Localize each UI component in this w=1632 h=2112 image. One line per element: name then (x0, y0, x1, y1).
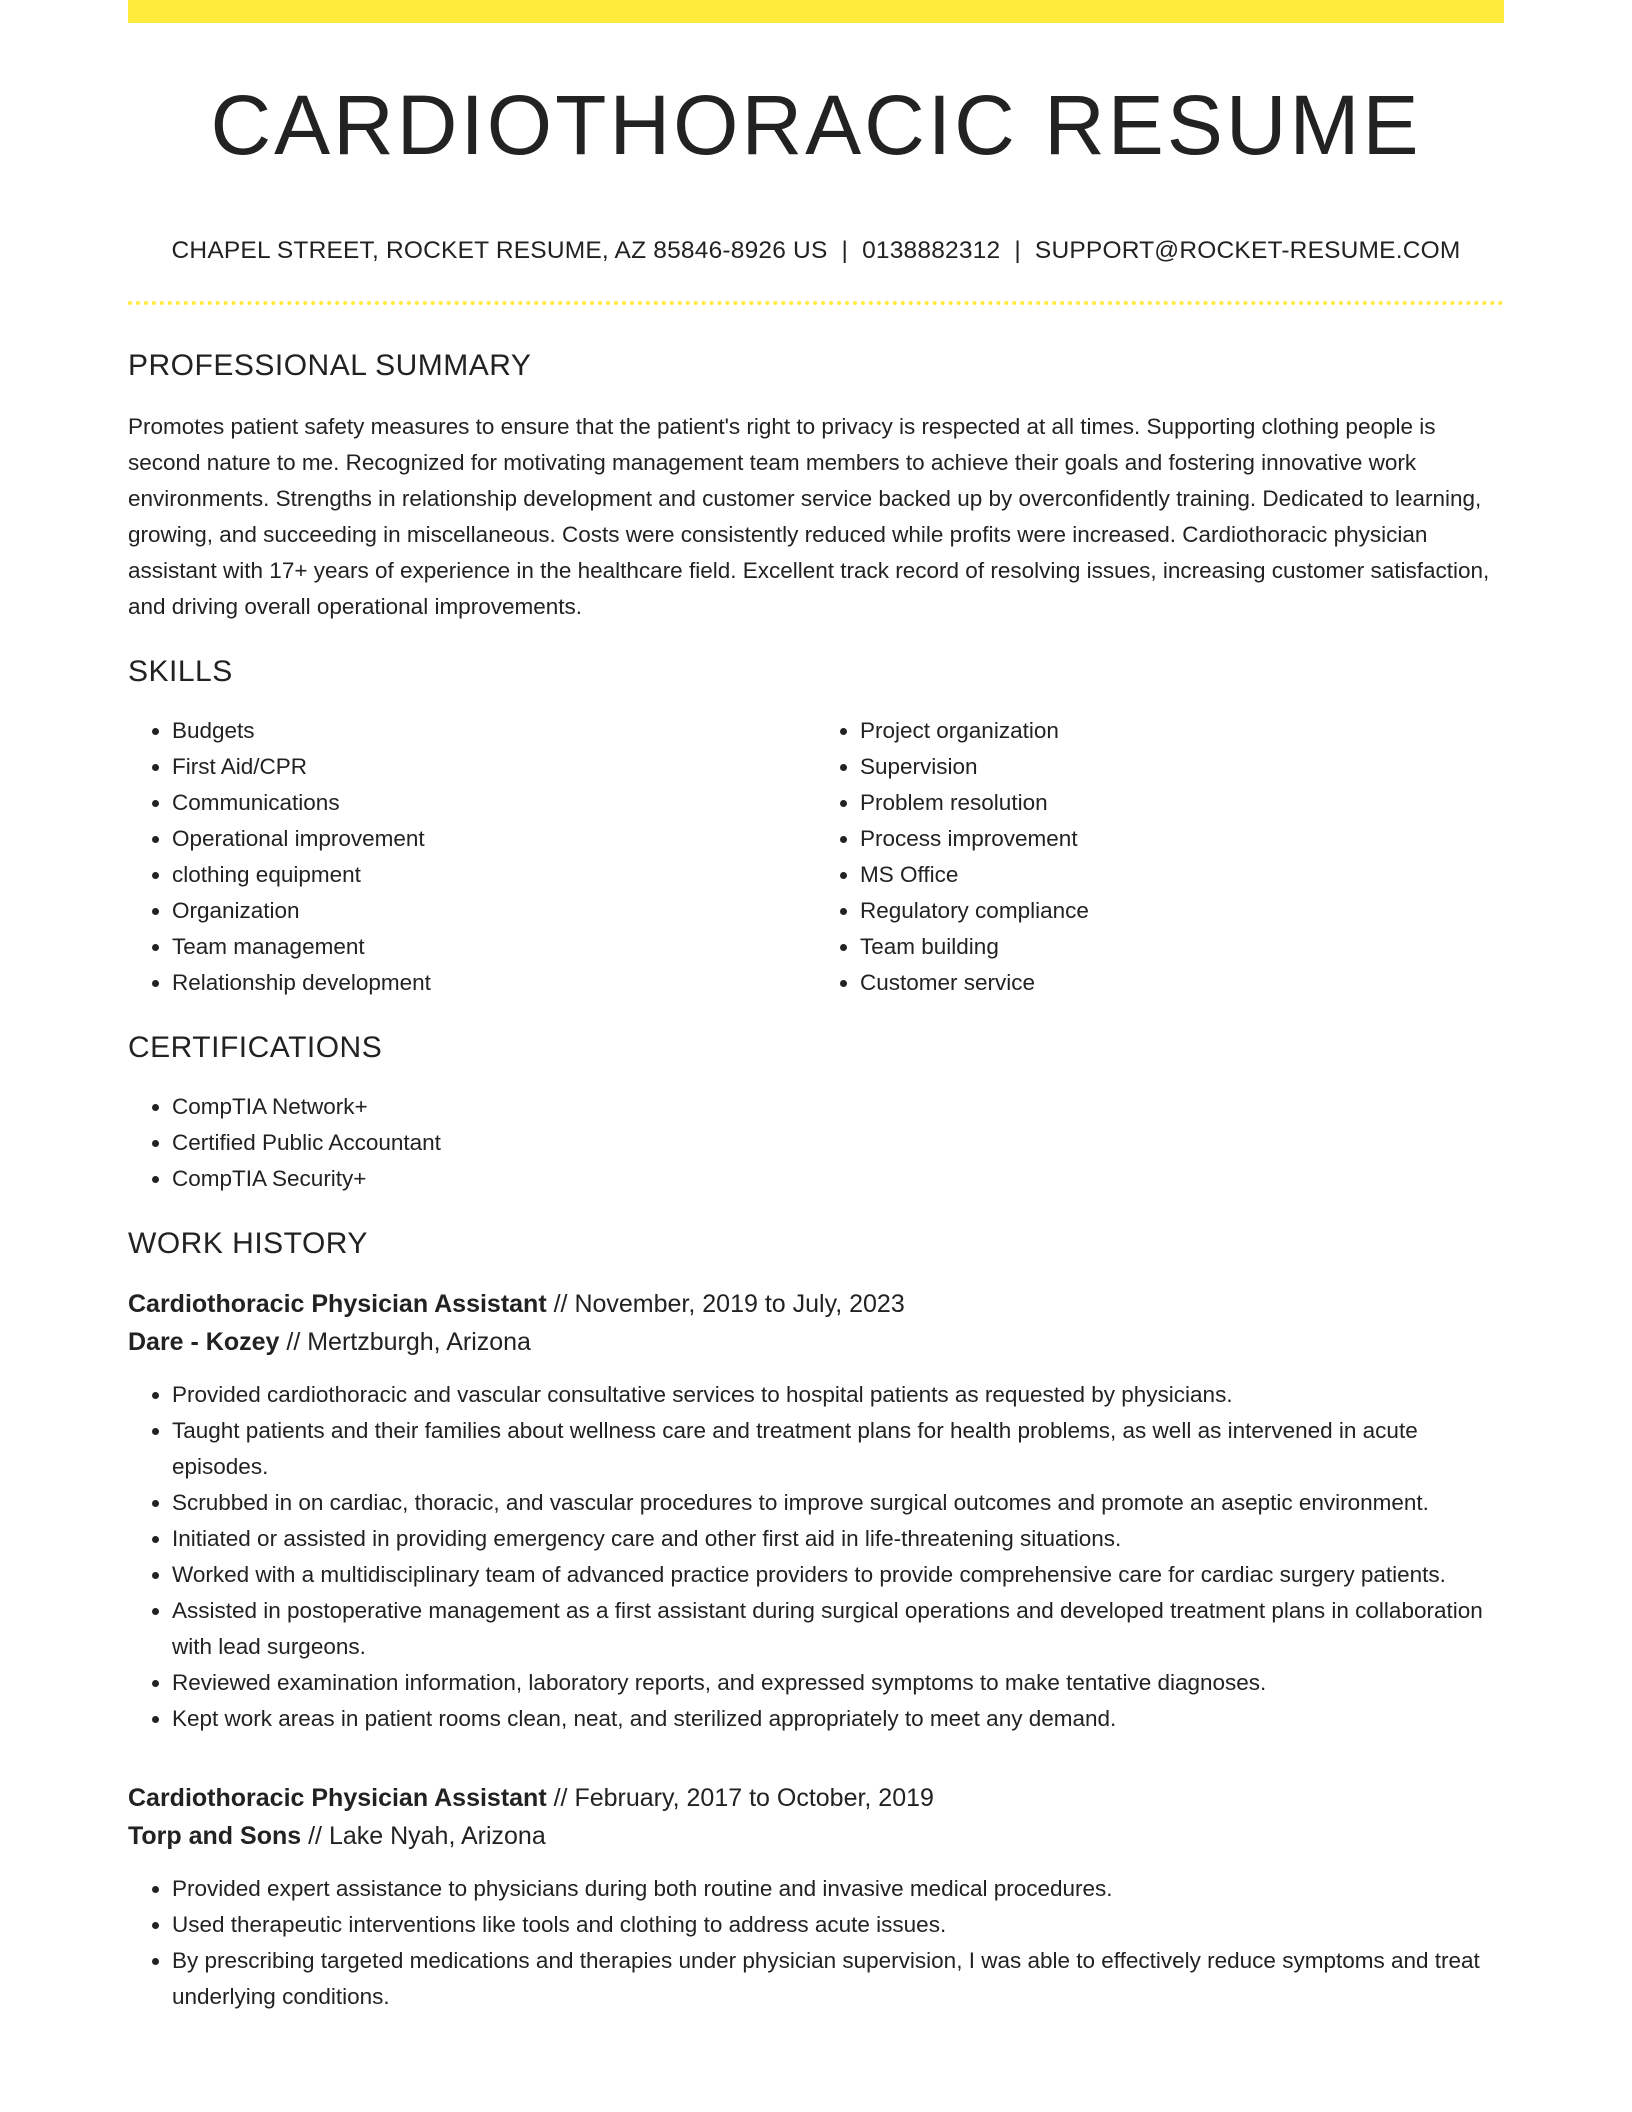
separator: | (841, 237, 849, 264)
skills-left-list (128, 713, 816, 1001)
job-bullet: • Reviewed examination information, laboratory reports, and expressed symptoms to make tentative diagnoses. (172, 1665, 1504, 1701)
job-bullet: • Worked with a multidisciplinary team of advanced practice providers to provide comprehensive care for cardiac surgery patients. (172, 1557, 1504, 1593)
skill-item: • Problem resolution (860, 785, 1504, 821)
job-entry (128, 1285, 1504, 1737)
work-history-section (128, 1227, 1504, 2015)
job-bullet: • Taught patients and their families about wellness care and treatment plans for health problems, as well as intervened in acute episodes. (172, 1413, 1504, 1485)
certifications-list (128, 1089, 1504, 1197)
job-location: // Lake Nyah, Arizona (301, 1822, 546, 1850)
section-heading: WORK HISTORY (128, 1227, 368, 1260)
skill-item: • Operational improvement (172, 821, 816, 857)
job-bullets (128, 1377, 1504, 1737)
job-bullet: • Used therapeutic interventions like tools and clothing to address acute issues. (172, 1907, 1504, 1943)
resume-page (128, 0, 1504, 2015)
job-bullet: • Provided expert assistance to physicians during both routine and invasive medical procedures. (172, 1871, 1504, 1907)
skills-section (128, 655, 1504, 1001)
accent-top-bar (128, 0, 1504, 23)
certification-item: • CompTIA Security+ (172, 1161, 1504, 1197)
section-heading: PROFESSIONAL SUMMARY (128, 349, 532, 382)
job-bullet: • Initiated or assisted in providing emergency care and other first aid in life-threatening situations. (172, 1521, 1504, 1557)
job-bullet: • Assisted in postoperative management as a first assistant during surgical operations and developed treatment plans in collaboration with lead surgeons. (172, 1593, 1504, 1665)
job-bullet: • By prescribing targeted medications and therapies under physician supervision, I was able to effectively reduce symptoms and treat underlying conditions. (172, 1943, 1504, 2015)
skill-item: • First Aid/CPR (172, 749, 816, 785)
skill-item: • Budgets (172, 713, 816, 749)
phone: 0138882312 (862, 237, 1001, 264)
skill-item: • Regulatory compliance (860, 893, 1504, 929)
job-bullet: • Kept work areas in patient rooms clean, neat, and sterilized appropriately to meet any demand. (172, 1701, 1504, 1737)
skill-item: • Project organization (860, 713, 1504, 749)
skill-item: • Customer service (860, 965, 1504, 1001)
skill-item: • MS Office (860, 857, 1504, 893)
email: SUPPORT@ROCKET-RESUME.COM (1034, 237, 1461, 264)
job-bullets (128, 1871, 1504, 2015)
job-dates: // November, 2019 to July, 2023 (546, 1290, 905, 1318)
skills-right-list (816, 713, 1504, 1001)
skill-item: • Relationship development (172, 965, 816, 1001)
job-company: Dare - Kozey (128, 1328, 280, 1356)
job-title: Cardiothoracic Physician Assistant (128, 1784, 547, 1812)
section-heading: CERTIFICATIONS (128, 1031, 383, 1064)
address: CHAPEL STREET, ROCKET RESUME, AZ 85846-8926 US (171, 237, 828, 264)
job-title-line (128, 1779, 1504, 1817)
contact-line (128, 237, 1504, 265)
skill-item: • Team management (172, 929, 816, 965)
job-bullet: • Scrubbed in on cardiac, thoracic, and vascular procedures to improve surgical outcomes and promote an aseptic environment. (172, 1485, 1504, 1521)
separator: | (1014, 237, 1021, 264)
section-heading: SKILLS (128, 655, 233, 688)
job-bullet: • Provided cardiothoracic and vascular consultative services to hospital patients as requested by physicians. (172, 1377, 1504, 1413)
skill-item: • Communications (172, 785, 816, 821)
job-company: Torp and Sons (128, 1822, 302, 1850)
summary-section (128, 349, 1504, 625)
job-company-line (128, 1323, 1504, 1361)
job-title-line (128, 1285, 1504, 1323)
job-dates: // February, 2017 to October, 2019 (546, 1784, 934, 1812)
skill-item: • Organization (172, 893, 816, 929)
page-title: CARDIOTHORACIC RESUME (210, 78, 1422, 172)
job-company-line (128, 1817, 1504, 1855)
skill-item: • clothing equipment (172, 857, 816, 893)
job-location: // Mertzburgh, Arizona (279, 1328, 531, 1356)
certification-item: • Certified Public Accountant (172, 1125, 1504, 1161)
job-title: Cardiothoracic Physician Assistant (128, 1290, 547, 1318)
certifications-section (128, 1031, 1504, 1197)
skill-item: • Team building (860, 929, 1504, 965)
dotted-divider (128, 301, 1504, 305)
job-entry (128, 1779, 1504, 2015)
skill-item: • Process improvement (860, 821, 1504, 857)
skill-item: • Supervision (860, 749, 1504, 785)
summary-text: Promotes patient safety measures to ensure that the patient's right to privacy is respected at all times. Supporting clothing people is second nature to me. Recognized for motivating management team members to achieve their goals and fostering innovative work environments. Strengths in relationship development and customer service backed up by overconfidently training. Dedicated to learning, growing, and succeeding in miscellaneous. Costs were consistently reduced while profits were increased. Cardiothoracic physician assistant with 17+ years of experience in the healthcare field. Excellent track record of resolving issues, increasing customer satisfaction, and driving overall operational improvements. (128, 414, 1490, 619)
certification-item: • CompTIA Network+ (172, 1089, 1504, 1125)
skills-columns (128, 689, 1504, 1001)
